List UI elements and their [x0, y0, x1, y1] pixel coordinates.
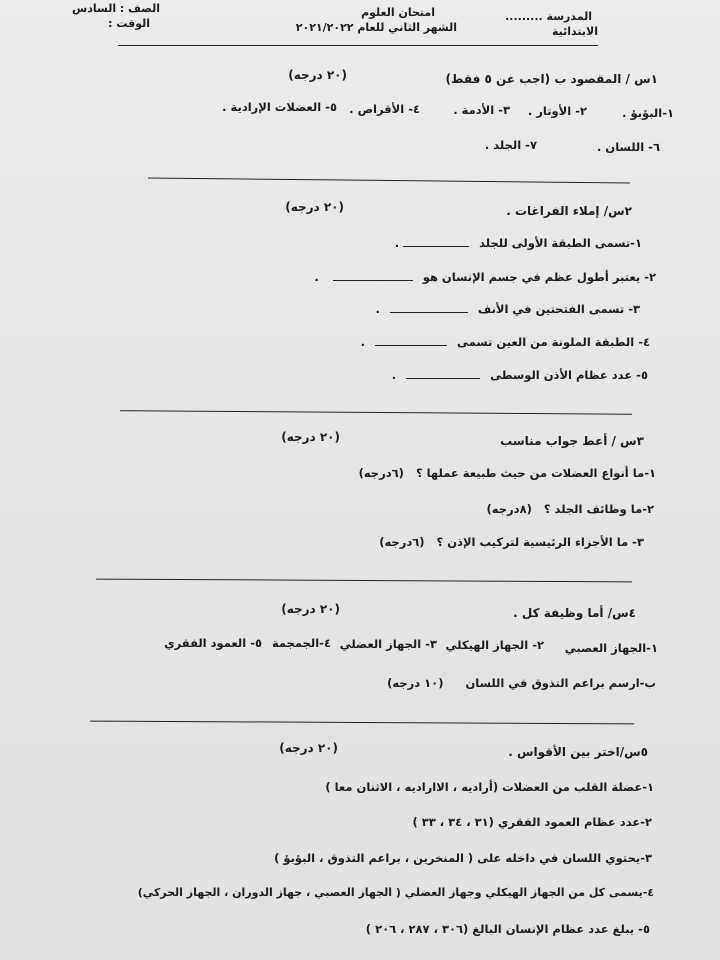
q3-title: ٣س / أعط جواب مناسب	[500, 434, 644, 448]
q2-item-3	[375, 302, 640, 316]
q2-item-4-text: ٤- الطبقة الملونة من العين تسمى	[456, 335, 650, 349]
q2-item-4	[361, 335, 650, 349]
school-name: المدرسة .........	[505, 10, 592, 23]
exam-period: الشهر الثاني للعام ٢٠٢١/٢٠٢٢	[295, 21, 457, 34]
q4-item-1: ١-الجهاز العصبي	[564, 641, 658, 655]
q3-divider	[96, 579, 632, 583]
q1-item-7: ٧- الجلد .	[484, 138, 537, 152]
q1-item-2: ٢- الأوتار .	[527, 104, 587, 118]
q2-item-5-blank[interactable]	[406, 370, 480, 379]
q3-item-2	[487, 502, 654, 516]
q3-item-3-text: ٣- ما الأجزاء الرئيسية لتركيب الإذن ؟	[436, 535, 644, 549]
q2-item-2-text: ٢- يعتبر أطول عظم في جسم الإنسان هو	[422, 270, 656, 284]
q2-item-4-blank[interactable]	[375, 337, 447, 346]
exam-title: امتحان العلوم	[361, 6, 435, 19]
header-divider	[118, 45, 598, 46]
q1-item-6: ٦- اللسان .	[597, 140, 660, 154]
q4-marks: (٢٠ درجه)	[281, 602, 340, 616]
q4-item-3: ٣- الجهاز العضلي	[339, 637, 437, 651]
q1-marks: (٢٠ درجه)	[288, 68, 347, 82]
q2-item-1-text: ١-تسمى الطبقة الأولى للجلد	[479, 236, 642, 250]
school-stage: الابتدائية	[552, 25, 598, 38]
q1-item-5: ٥- العضلات الإرادية .	[222, 100, 337, 114]
q3-item-2-text: ٢-ما وظائف الجلد ؟	[543, 502, 654, 516]
q5-item-5: ٥- يبلغ عدد عظام الإنسان البالغ (٣٠٦ ، ٢٨٧ ، ٢٠٦ )	[365, 922, 650, 936]
q5-title: ٥س/اختر بين الأقواس .	[508, 745, 648, 759]
q1-divider	[148, 177, 630, 183]
q2-item-5-text: ٥- عدد عظام الأذن الوسطى	[490, 368, 648, 382]
q1-title: ١س / المقصود ب (اجب عن ٥ فقط)	[445, 72, 658, 86]
q2-item-5-end: .	[391, 368, 397, 382]
q1-item-4: ٤- الأقراص .	[349, 102, 420, 116]
q2-item-2	[314, 270, 656, 284]
q5-marks: (٢٠ درجه)	[279, 741, 338, 755]
q5-item-2: ٢-عدد عظام العمود الفقري (٣١ ، ٣٤ ، ٣٣ )	[412, 815, 652, 829]
q2-item-1-blank[interactable]	[403, 238, 469, 247]
q4-item-4: ٤-الجمجمة	[271, 636, 331, 650]
q2-item-2-end: .	[314, 270, 319, 284]
q2-item-1-end: .	[394, 236, 400, 250]
q4-part-b	[387, 676, 656, 690]
q5-item-4: ٤-يسمى كل من الجهاز الهيكلي وجهاز العضلي ( الجهاز العصبي ، جهاز الدوران ، الجهاز الحركي)	[137, 886, 654, 899]
q2-item-2-blank[interactable]	[333, 272, 413, 281]
q5-item-3: ٣-يحتوي اللسان في داخله على ( المنخرين ، براعم التذوق ، البؤبؤ )	[274, 851, 652, 865]
q3-item-3-marks: (٦درجه)	[379, 535, 425, 549]
q2-title: ٢س/ إملاء الفراغات .	[506, 204, 632, 218]
q3-item-2-marks: (٨درجه)	[486, 502, 532, 516]
q2-divider	[120, 410, 632, 415]
grade-label: الصف : السادس	[72, 2, 160, 15]
q2-item-4-end: .	[360, 335, 365, 349]
q2-item-1	[395, 236, 642, 250]
q1-item-1: ١-البؤبؤ .	[622, 106, 674, 120]
q4-part-b-text: ب-ارسم براعم التذوق في اللسان	[465, 676, 656, 690]
q2-item-5	[392, 368, 648, 382]
q3-item-1	[359, 466, 656, 480]
q5-item-1: ١-عضلة القلب من العضلات (أراديه ، الااراديه ، الاثنان معا )	[325, 780, 654, 794]
q4-item-2: ٢- الجهاز الهيكلي	[445, 638, 544, 652]
q3-item-1-marks: (٦درجه)	[358, 466, 404, 480]
q2-item-3-blank[interactable]	[390, 304, 468, 313]
q2-marks: (٢٠ درجه)	[285, 200, 344, 214]
q1-item-3: ٣- الأدمة .	[453, 103, 510, 117]
q2-item-3-text: ٣- تسمى الفتحتين في الأنف	[477, 302, 640, 316]
q3-marks: (٢٠ درجه)	[281, 430, 340, 444]
q4-divider	[90, 721, 634, 725]
q4-title: ٤س/ أما وظيفة كل .	[513, 606, 636, 620]
q3-item-3	[379, 535, 644, 549]
q4-item-5: ٥- العمود الفقري	[164, 636, 262, 650]
q2-item-3-end: .	[375, 302, 380, 316]
q3-item-1-text: ١-ما أنواع العضلات من حيث طبيعة عملها ؟	[415, 466, 656, 480]
time-label: الوقت :	[108, 17, 150, 30]
q4-part-b-marks: (١٠ درجه)	[387, 676, 444, 690]
